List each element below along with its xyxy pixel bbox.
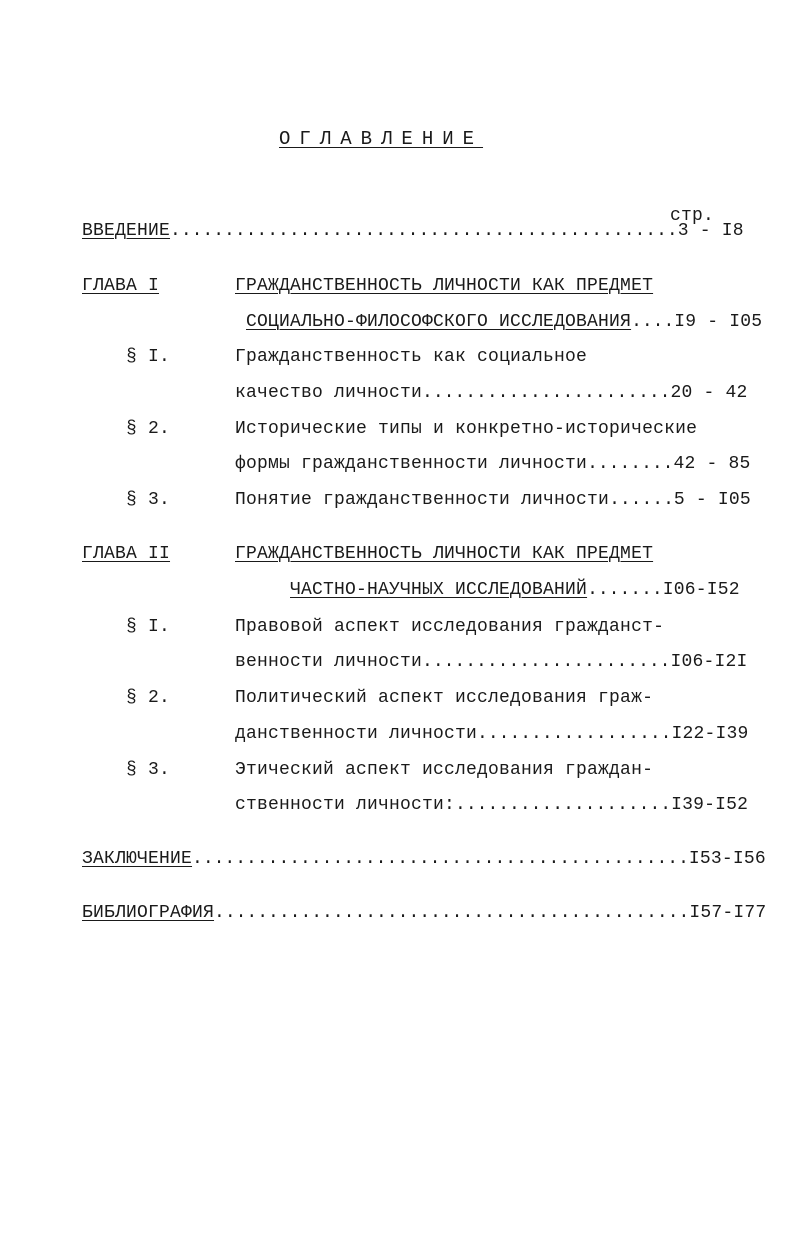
ch2-section-1-text: венности личности — [235, 652, 423, 672]
intro-pages: 3 - I8 — [677, 221, 744, 241]
ch2-section-1-dots: ....................... — [422, 652, 671, 672]
ch2-section-1-number: § I. — [126, 617, 171, 637]
chapter-1-title-text: СОЦИАЛЬНО-ФИЛОСОФСКОГО ИССЛЕДОВАНИЯ — [246, 312, 632, 332]
ch1-section-3-pages: 5 - I05 — [673, 490, 751, 510]
intro-dots: ............................................... — [170, 221, 678, 241]
ch2-section-3-line2[interactable] — [235, 794, 748, 816]
ch1-section-3-number: § 3. — [126, 490, 171, 510]
ch1-section-1-line2[interactable] — [235, 382, 748, 404]
ch2-section-3-pages: I39-I52 — [671, 795, 749, 815]
page-column-label: стр. — [670, 206, 715, 226]
ch2-section-3-line1[interactable]: Этический аспект исследования граждан- — [235, 760, 654, 780]
ch2-section-3-text: ственности личности: — [235, 795, 456, 815]
chapter-1-label: ГЛАВА I — [82, 276, 160, 296]
toc-bibliography[interactable] — [82, 902, 766, 924]
ch1-section-3-line1[interactable] — [235, 489, 751, 511]
chapter-2-pages: I06-I52 — [662, 580, 740, 600]
intro-label: ВВЕДЕНИЕ — [82, 221, 171, 241]
chapter-2-title-line1[interactable]: ГРАЖДАНСТВЕННОСТЬ ЛИЧНОСТИ КАК ПРЕДМЕТ — [235, 544, 654, 564]
chapter-2-title-line2[interactable] — [290, 579, 740, 601]
ch2-section-2-number: § 2. — [126, 688, 171, 708]
ch2-section-1-line1[interactable]: Правовой аспект исследования гражданст- — [235, 617, 665, 637]
ch2-section-3-number: § 3. — [126, 760, 171, 780]
ch1-section-2-line2[interactable] — [235, 453, 751, 475]
ch2-section-2-dots: .................. — [477, 724, 672, 744]
toc-conclusion[interactable] — [82, 848, 766, 870]
ch1-section-2-pages: 42 - 85 — [673, 454, 751, 474]
ch2-section-1-pages: I06-I2I — [670, 652, 748, 672]
bibliography-pages: I57-I77 — [689, 903, 767, 923]
ch1-section-1-text: качество личности — [235, 383, 423, 403]
ch1-section-1-number: § I. — [126, 347, 171, 367]
ch2-section-2-line1[interactable]: Политический аспект исследования граж- — [235, 688, 654, 708]
chapter-2-dots: ....... — [587, 580, 663, 600]
page-title: ОГЛАВЛЕНИЕ — [279, 128, 484, 150]
conclusion-dots: .............................................. — [192, 849, 689, 869]
ch2-section-2-pages: I22-I39 — [671, 724, 749, 744]
bibliography-dots: ............................................ — [214, 903, 690, 923]
chapter-2-title-text: ЧАСТНО-НАУЧНЫХ ИССЛЕДОВАНИЙ — [290, 580, 588, 600]
ch1-section-3-dots: ...... — [609, 490, 674, 510]
ch1-section-2-text: формы гражданственности личности — [235, 454, 588, 474]
ch1-section-1-dots: ....................... — [422, 383, 671, 403]
toc-intro[interactable] — [82, 220, 744, 242]
ch2-section-2-text: данственности личности — [235, 724, 478, 744]
ch1-section-2-line1[interactable]: Исторические типы и конкретно-исторические — [235, 419, 698, 439]
conclusion-pages: I53-I56 — [688, 849, 766, 869]
chapter-1-pages: I9 - I05 — [674, 312, 763, 332]
ch1-section-3-text: Понятие гражданственности личности — [235, 490, 610, 510]
ch2-section-3-dots: .................... — [455, 795, 672, 815]
conclusion-label: ЗАКЛЮЧЕНИЕ — [82, 849, 193, 869]
bibliography-label: БИБЛИОГРАФИЯ — [82, 903, 215, 923]
chapter-1-title-line2[interactable] — [246, 311, 762, 333]
chapter-1-dots: .... — [631, 312, 675, 332]
ch1-section-2-number: § 2. — [126, 419, 171, 439]
ch1-section-2-dots: ........ — [587, 454, 674, 474]
ch1-section-1-pages: 20 - 42 — [670, 383, 748, 403]
ch2-section-1-line2[interactable] — [235, 651, 748, 673]
ch2-section-2-line2[interactable] — [235, 723, 749, 745]
chapter-2-label: ГЛАВА II — [82, 544, 171, 564]
ch1-section-1-line1[interactable]: Гражданственность как социальное — [235, 347, 588, 367]
chapter-1-title-line1[interactable]: ГРАЖДАНСТВЕННОСТЬ ЛИЧНОСТИ КАК ПРЕДМЕТ — [235, 276, 654, 296]
